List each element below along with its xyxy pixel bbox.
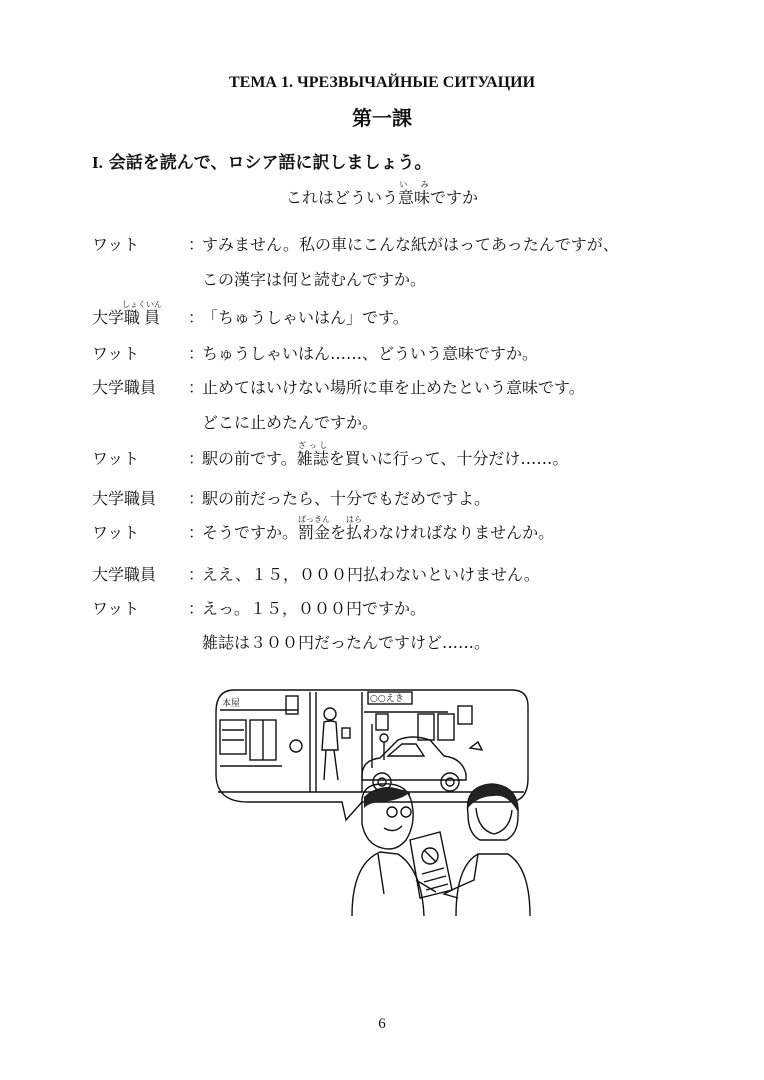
line-text: ええ、１５，０００円払わないといけません。: [202, 565, 540, 584]
lesson-title: 第一課: [352, 106, 412, 130]
dialogue-line: [92, 300, 409, 328]
dialogue-line: [92, 596, 426, 619]
line-text: すみません。私の車にこんな紙がはってあったんですが、: [202, 235, 619, 254]
speaker-name: 大学職員: [92, 489, 157, 508]
hair-shading: [364, 784, 518, 812]
speaker-name: ワット: [92, 523, 140, 542]
line-text: そうですか。罰金ばっきんを払はらわなければなりませんか。: [202, 515, 555, 542]
colon: ：: [188, 235, 205, 254]
speaker-name: ワット: [92, 235, 140, 254]
line-text: 「ちゅうしゃいはん」です。: [202, 308, 409, 327]
line-text: 駅の前です。雑誌ざっしを買いに行って、十分だけ……。: [202, 441, 569, 468]
colon: ：: [188, 565, 205, 584]
speaker-name: 大学職員: [92, 565, 157, 584]
colon: ：: [188, 378, 205, 397]
line-text: 駅の前だったら、十分でもだめですよ。: [202, 489, 491, 508]
colon: ：: [188, 523, 205, 542]
title-ruby-word: 意味い み: [397, 180, 430, 207]
theme-heading: ТЕМА 1. ЧРЕЗВЫЧАЙНЫЕ СИТУАЦИИ: [228, 74, 536, 91]
dialogue-continuation: どこに止めたんですか。: [202, 413, 379, 432]
dialogue-title: [0, 180, 764, 208]
dialogue-line: [92, 375, 585, 398]
speaker-name: ワット: [92, 344, 140, 363]
station-sign: ○○えき: [370, 694, 404, 704]
exercise-number: I.: [92, 153, 103, 172]
walking-man: [322, 708, 350, 780]
dialogue-line: [92, 562, 540, 585]
colon: ：: [188, 489, 205, 508]
dialogue-line: [92, 232, 619, 255]
speaker-name: 大学職員しょくいん: [92, 300, 163, 327]
bookstore-sign: 本屋: [222, 699, 241, 709]
speaker-name: ワット: [92, 449, 140, 468]
dialogue-continuation: 雑誌は３００円だったんですけど……。: [202, 633, 491, 652]
title-part: これはどういう: [285, 188, 398, 207]
dialogue-line: [92, 441, 568, 469]
page-number: 6: [378, 1016, 386, 1032]
exercise-text: 会話を読んで、ロシア語に訳しましょう。: [108, 153, 432, 173]
dialogue-continuation: この漢字は何と読むんですか。: [202, 270, 427, 289]
dialogue-illustration: [212, 684, 546, 916]
parking-ticket: [410, 832, 452, 898]
dialogue-line: [92, 515, 554, 543]
colon: ：: [188, 344, 205, 363]
title-part: ですか: [430, 188, 479, 207]
dialogue-line: [92, 486, 490, 509]
colon: ：: [188, 449, 205, 468]
dialogue-line: [92, 341, 538, 364]
speaker-name: 大学職員: [92, 378, 157, 397]
line-text: ちゅうしゃいはん……、どういう意味ですか。: [202, 344, 539, 363]
parked-car: [362, 737, 482, 791]
colon: ：: [188, 599, 205, 618]
line-text: 止めてはいけない場所に車を止めたという意味です。: [202, 378, 585, 397]
colon: ：: [188, 308, 205, 327]
speaker-name: ワット: [92, 599, 140, 618]
exercise-instruction: [92, 148, 431, 173]
line-text: えっ。１５，０００円ですか。: [202, 599, 427, 618]
